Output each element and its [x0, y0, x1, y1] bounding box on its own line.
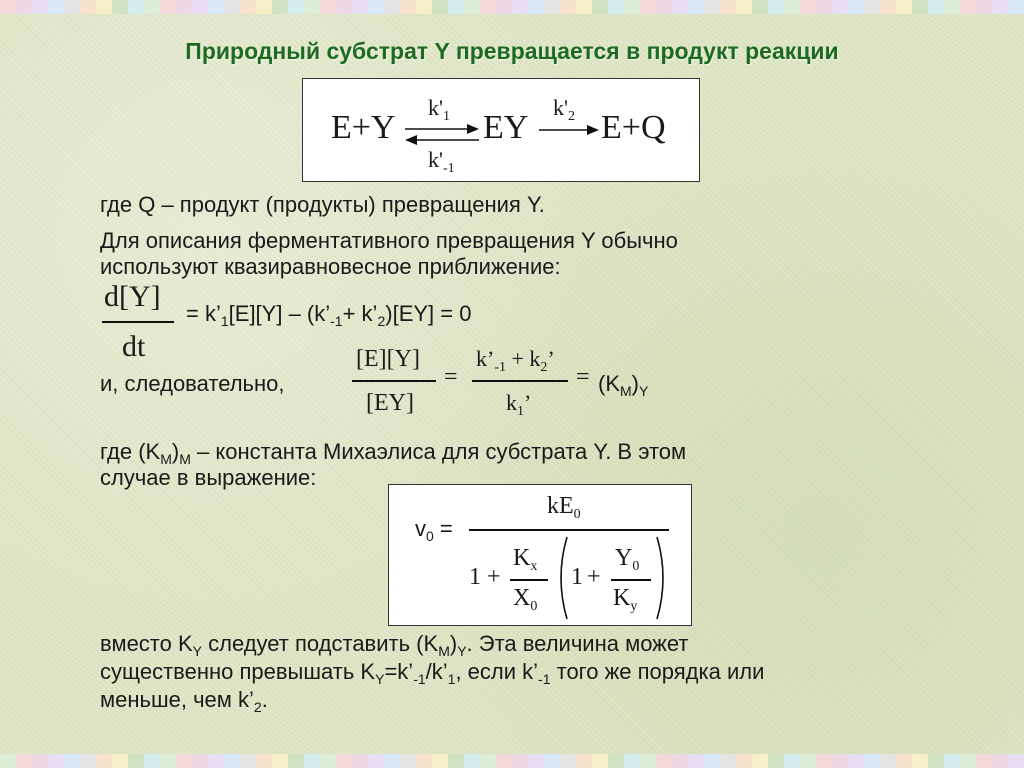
- eq3-plus-2: +: [587, 564, 601, 590]
- eq3-v0: $v_0$ =: [415, 516, 453, 544]
- eq3-ky: $K_y$: [613, 585, 638, 614]
- reaction-scheme-box: [302, 78, 700, 182]
- top-decor-stripe: [0, 0, 1024, 14]
- eq3-one: 1: [469, 564, 481, 590]
- eq2-denominator: [EY]: [366, 390, 414, 416]
- text-line-michaelis-1: где $(K_M)_M$ – константа Михаэлиса для субстрата Y. В этом: [100, 439, 687, 467]
- forward-arrow-icon: [539, 123, 601, 137]
- bottom-decor-stripe: [0, 754, 1024, 768]
- eq2-rate-fraction-bar: [472, 380, 568, 382]
- scheme-left: E+Y: [331, 109, 396, 146]
- eq3-kx: $K_x$: [513, 545, 538, 574]
- eq1-denominator: dt: [122, 330, 146, 363]
- text-line-product: где Q – продукт (продукты) превращения Y.: [100, 192, 545, 217]
- text-line-description-2: используют квазиравновесное приближение:: [100, 254, 561, 279]
- eq2-numerator: [E][Y]: [356, 346, 420, 372]
- scheme-k2: $k'_2$: [553, 95, 575, 124]
- text-line-description-1: Для описания ферментативного превращения Y обычно: [100, 228, 678, 253]
- eq1-fraction-bar: [102, 321, 174, 323]
- eq2-rate-numerator: $k’_{-1} + k_2$’: [476, 346, 555, 375]
- text-line-substitute-2: существенно превышать $K_Y=k’_{-1}/k’_1$, если $k’_{-1}$ того же порядка или: [100, 659, 765, 687]
- eq3-kx-fraction-bar: [510, 579, 548, 581]
- scheme-k1-forward: $k'_1$: [428, 95, 450, 124]
- slide-title: Природный субстрат Y превращается в продукт реакции: [185, 38, 839, 64]
- eq3-plus: +: [487, 564, 501, 590]
- eq2-equals-2: =: [576, 364, 590, 390]
- eq2-fraction-bar: [352, 380, 436, 382]
- eq2-lead-text: и, следовательно,: [100, 371, 285, 396]
- eq3-fraction-bar: [469, 529, 669, 531]
- eq1-right-side: = $k’_1[E][Y]$ – ($k’_{-1}+$ $k’_2)[EY] = 0$: [186, 301, 472, 329]
- scheme-mid: EY: [483, 109, 529, 146]
- eq3-numerator: $kE_0$: [547, 493, 581, 522]
- equilibrium-arrows-icon: [403, 121, 481, 147]
- eq3-x0: $X_0$: [513, 585, 538, 614]
- rate-equation-box: [388, 484, 692, 626]
- scheme-right: E+Q: [601, 109, 666, 146]
- eq1-numerator: d[Y]: [104, 280, 161, 313]
- eq2-result: $(K_M)_Y$: [598, 371, 649, 399]
- eq3-y0: $Y_0$: [615, 545, 640, 574]
- text-line-substitute-3: меньше, чем $k’_2$.: [100, 687, 268, 715]
- right-paren-icon: [653, 535, 671, 621]
- eq3-one-2: 1: [571, 564, 583, 590]
- eq3-y0-fraction-bar: [611, 579, 651, 581]
- left-paren-icon: [553, 535, 571, 621]
- eq2-equals: =: [444, 364, 458, 390]
- eq2-rate-denominator: $k_1$’: [506, 390, 532, 419]
- text-line-substitute-1: вместо $K_Y$ следует подставить $(K_M)_Y$. Эта величина может: [100, 631, 689, 659]
- scheme-k1-reverse: $k'_{-1}$: [428, 147, 455, 176]
- text-line-michaelis-2: случае в выражение:: [100, 465, 317, 490]
